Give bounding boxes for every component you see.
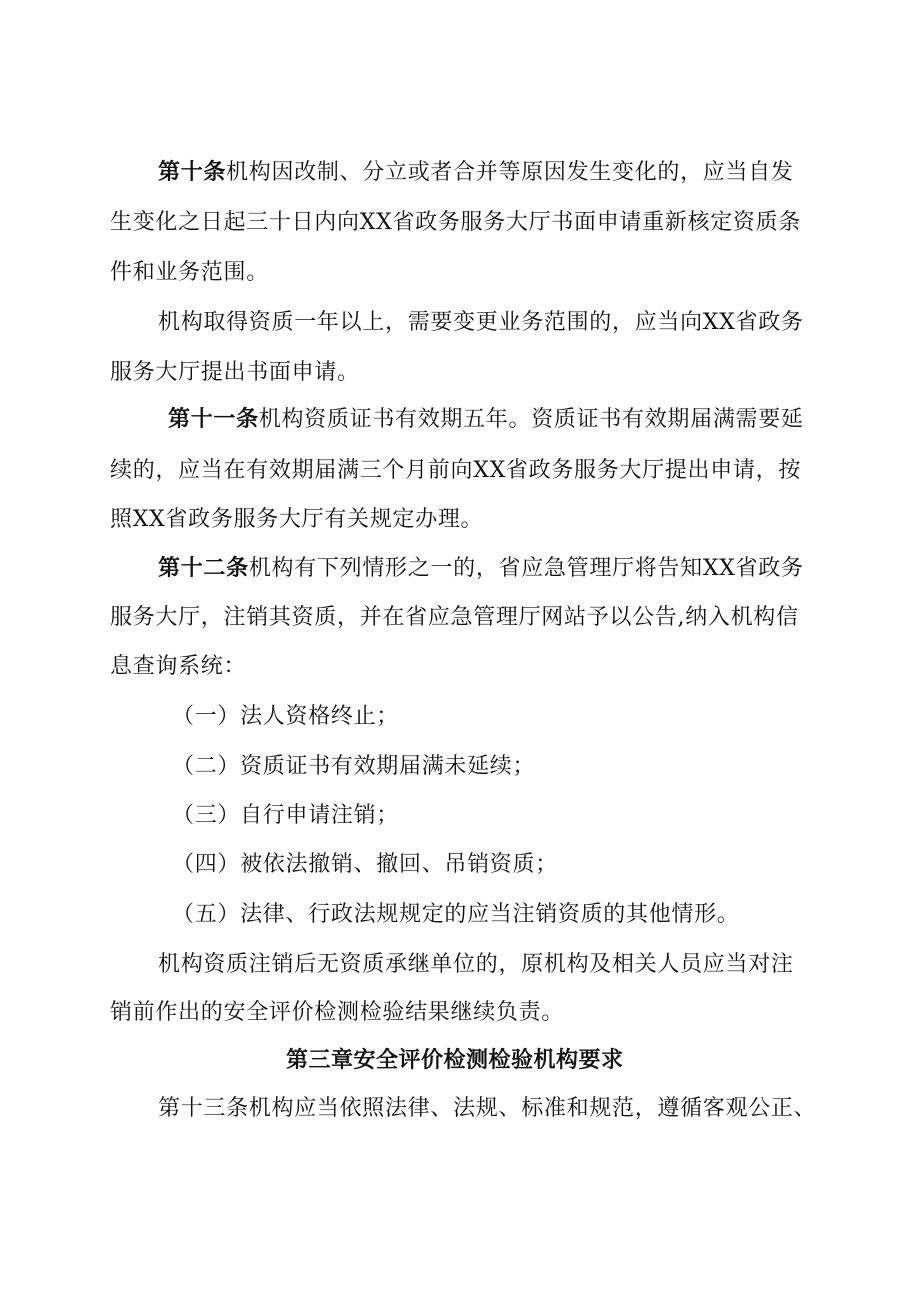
article11-line1: [168, 405, 804, 435]
article10-label: 第十条: [158, 160, 227, 185]
cancel-liability-line2: 销前作出的安全评价检测检验结果继续负责。: [110, 1000, 565, 1025]
article12-item-5: （五）法律、行政法规规定的应当注销资质的其他情形。: [172, 902, 740, 927]
article10-line2: 生变化之日起三十日内向XX省政务服务大厅书面申请重新核定资质条: [110, 210, 802, 235]
article10-text: 机构因改制、分立或者合并等原因发生变化的，应当自发: [226, 160, 794, 185]
article13-line1: 第十三条机构应当依照法律、法规、标准和规范，遵循客观公正、: [158, 1096, 817, 1121]
article11-line2: 续的，应当在有效期届满三个月前向XX省政务服务大厅提出申请，按: [110, 458, 802, 483]
article11-line3: 照XX省政务服务大厅有关规定办理。: [110, 507, 484, 532]
change-scope-line2: 服务大厅提出书面申请。: [110, 360, 360, 385]
article12-item-3: （三）自行申请注销；: [172, 803, 400, 828]
article12-item-4: （四）被依法撤销、撤回、吊销资质；: [172, 852, 558, 877]
article11-text: 机构资质证书有效期五年。资质证书有效期届满需要延: [258, 407, 804, 432]
article10-line1: [158, 158, 794, 188]
article12-line1: [158, 554, 804, 584]
article12-text: 机构有下列情形之一的，省应急管理厅将告知XX省政务: [248, 556, 804, 581]
article12-line3: 息查询系统：: [110, 654, 247, 679]
article12-item-2: （二）资质证书有效期届满未延续；: [172, 754, 536, 779]
cancel-liability-line1: 机构资质注销后无资质承继单位的，原机构及相关人员应当对注: [158, 952, 794, 977]
change-scope-line1: 机构取得资质一年以上，需要变更业务范围的，应当向XX省政务: [158, 310, 804, 335]
article12-line2: 服务大厅，注销其资质，并在省应急管理厅网站予以公告,纳入机构信: [110, 605, 799, 630]
article11-label: 第十一条: [168, 407, 259, 432]
article12-label: 第十二条: [158, 556, 249, 581]
chapter3-heading: 第三章安全评价检测检验机构要求: [286, 1048, 624, 1073]
article10-line3: 件和业务范围。: [110, 260, 269, 285]
article12-item-1: （一）法人资格终止；: [172, 704, 400, 729]
